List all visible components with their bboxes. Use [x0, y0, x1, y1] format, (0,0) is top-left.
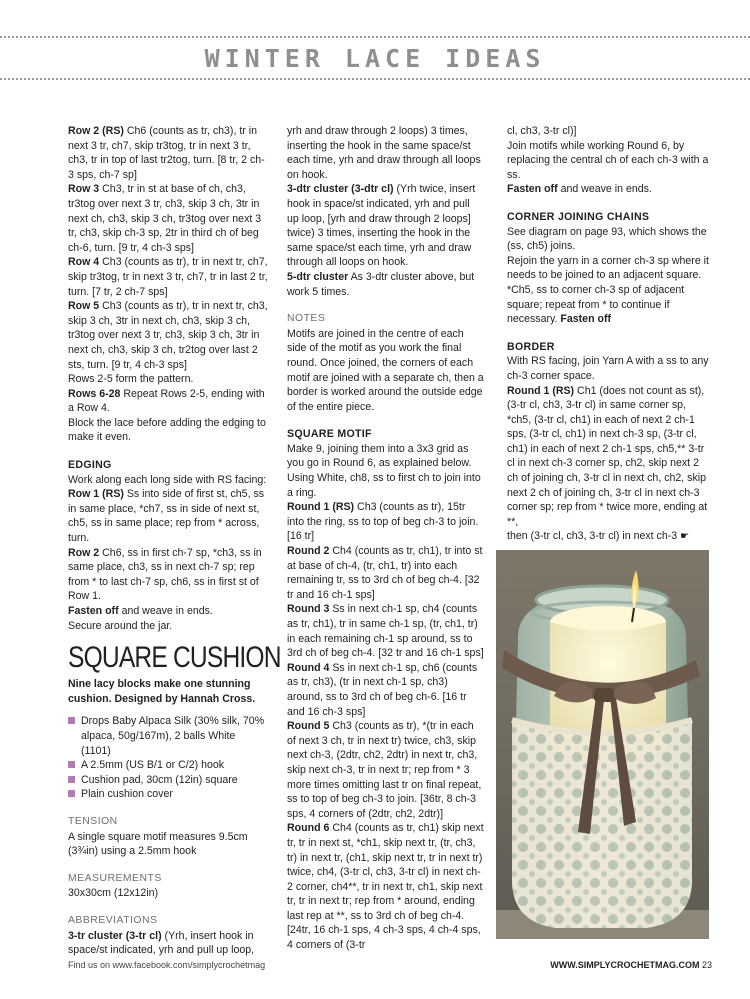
border-round-1: [507, 384, 712, 530]
edging-row-1: [68, 487, 268, 545]
square-bullet-icon: [68, 790, 75, 797]
motif-round-text: Ch3 (counts as tr), *(tr in each of next 3 ch, tr in next tr) twice, ch3, skip next ch-3, (2dtr, ch2, 2dtr) in next tr, ch3, skip next ch-3, tr in next tr; rep from * 3 more times omitting last tr on final repeat, ss to top of beg ch-3 to join. [36tr, 8 ch-3 sps, 4 corners of (2dtr, ch2, 2dtr)]: [287, 720, 482, 820]
footer-facebook: Find us on www.facebook.com/simplycrochetmag: [68, 960, 266, 970]
corner-text-1: See diagram on page 93, which shows the (ss, ch5) joins.: [507, 225, 707, 253]
pattern-row-label: Row 2 (RS): [68, 125, 124, 137]
pattern-row-text: Ch6 (counts as tr, ch3), tr in next 3 tr, ch7, skip tr3tog, tr in next 3 tr, ch3, tr in top of last tr2tog, turn. [8 tr, 2 ch-3 sps, ch-7 sp]: [68, 125, 265, 181]
pattern-row-text: Ch3 (counts as tr), tr in next tr, ch3, skip 3 ch, 3tr in next ch, ch3, skip 3 ch, tr3tog over next 3 tr, ch3, skip 3 ch, 3tr in next ch, ch3, skip 3 ch, tr2tog over last 2 sts, turn. [9 tr, 4 ch-3 sps]: [68, 300, 268, 371]
header-top-rule: [0, 36, 750, 38]
abbreviations-heading: ABBREVIATIONS: [68, 914, 158, 926]
square-motif-heading: SQUARE MOTIF: [287, 428, 372, 441]
material-item: [68, 773, 268, 788]
material-text: Plain cushion cover: [81, 788, 173, 801]
measurements-text: 30x30cm (12x12in): [68, 887, 159, 900]
abbrev-5dtr-term: 5-dtr cluster: [287, 270, 349, 283]
edging-row-text: Secure around the jar.: [68, 619, 173, 632]
square-bullet-icon: [68, 717, 75, 724]
abbrev-dtr-term: 3-dtr cluster (3-dtr cl): [287, 183, 394, 196]
motif-round-text: Ss in next ch-1 sp, ch4 (counts as tr, ch1), tr in same ch-1 sp, (tr, ch1, tr) in each remaining ch-1 sp around, ss to 3rd ch of beg ch-4. [32 tr and 16 ch-1 sps]: [287, 603, 484, 660]
fasten-off-term: Fasten off: [507, 183, 558, 196]
candle-jar-photo: [496, 550, 709, 939]
material-item: [68, 758, 268, 773]
material-text: A 2.5mm (US B/1 or C/2) hook: [81, 759, 225, 772]
pattern-row-text: Ch3, tr in st at base of ch, ch3, tr3tog over next 3 tr, ch3, skip 3 ch, 3tr in next ch, ch3, skip 3 ch, tr3tog over next 3 tr, ch3, skip ch-3 sp, 2tr in third ch of beg ch-6, turn. [9 tr, 4 ch-3 sps]: [68, 183, 262, 254]
pattern-row-label: Row 5: [68, 300, 100, 313]
motif-round-2: [287, 602, 484, 660]
motif-round-3: [287, 661, 484, 719]
motif-round-5: [287, 821, 484, 952]
edging-row-3: [68, 604, 268, 619]
project-lead: Nine lacy blocks make one stunning cushion. Designed by Hannah Cross.: [68, 678, 256, 705]
corner-joining-heading: CORNER JOINING CHAINS: [507, 210, 650, 223]
pattern-row-2: [68, 255, 268, 299]
square-bullet-icon: [68, 761, 75, 768]
motif-round-label: Round 4: [287, 661, 330, 674]
abbrev-dtr-cluster: [287, 182, 484, 270]
page-number: 23: [701, 960, 712, 970]
motif-round-label: Round 1 (RS): [287, 501, 355, 514]
edging-row-text: and weave in ends.: [118, 605, 213, 617]
motif-round-text: Ss in next ch-1 sp, ch6 (counts as tr, ch3), (tr in next ch-1 sp, ch3) around, ss to 3rd ch of beg ch-6. [16 tr and 16 ch-3 sps]: [287, 661, 478, 718]
edging-rows: [68, 473, 268, 634]
motif-round-text: Ch3 (counts as tr), 15tr into the ring, ss to top of beg ch-3 to join. [16 tr]: [287, 501, 479, 543]
notes-heading: NOTES: [287, 313, 326, 325]
pattern-row-text: Rows 2-5 form the pattern.: [68, 373, 194, 386]
pattern-row-text: Block the lace before adding the edging to make it even.: [68, 416, 266, 444]
join-text: Join motifs while working Round 6, by replacing the central ch of each ch-3 with a ss.: [507, 139, 709, 181]
pattern-row-label: Row 4: [68, 256, 100, 269]
fasten-off-line: [507, 182, 712, 197]
header-bottom-rule: [0, 78, 750, 80]
column-2: [287, 124, 484, 953]
motif-rounds: [287, 500, 484, 952]
border-intro: With RS facing, join Yarn A with a ss to any ch-3 corner space.: [507, 355, 709, 382]
edging-row-text: Work along each long side with RS facing:: [68, 473, 267, 486]
border-last-text: then (3-tr cl, ch3, 3-tr cl) in next ch-3: [507, 530, 678, 543]
abbrev-dtr-def: (Yrh twice, insert hook in space/st indicated, yrh and pull up loop, [yrh and draw through 2 loops] twice) 3 times, inserting the hook in the same space/st each time, yrh and draw through all loops on hook.: [287, 183, 476, 269]
abbrev-continued: yrh and draw through 2 loops) 3 times, inserting the hook in the same space/st each time, yrh and draw through all loops on hook.: [287, 125, 481, 181]
motif-round-0: [287, 500, 484, 544]
page-header-title: WINTER LACE IDEAS: [204, 44, 546, 73]
tension-heading: TENSION: [68, 815, 118, 827]
material-item: [68, 714, 268, 758]
edging-row-text: Ch6, ss in first ch-7 sp, *ch3, ss in same place, ch3, ss in next ch-7 sp; rep from * to last ch-7 sp, ch6, ss in first st of Row 1.: [68, 546, 262, 603]
corner-fasten-off: Fasten off: [560, 313, 612, 326]
pattern-row-label: Rows 6-28: [68, 387, 121, 400]
motif-round-label: Round 5: [287, 720, 330, 733]
edging-row-4: [68, 619, 268, 634]
abbrev-tr-cluster-term: 3-tr cluster (3-tr cl): [68, 929, 162, 942]
edging-row-label: Fasten off: [68, 605, 119, 617]
footer-url: WWW.SIMPLYCROCHETMAG.COM: [550, 960, 700, 970]
motif-round-label: Round 2: [287, 545, 330, 558]
pattern-row-3: [68, 299, 268, 372]
square-bullet-icon: [68, 776, 75, 783]
column-1: [68, 124, 281, 958]
edging-row-label: Row 1 (RS): [68, 488, 124, 501]
material-item: [68, 787, 268, 802]
candle-jar-illustration: [496, 550, 709, 939]
motif-round-1: [287, 544, 484, 602]
border-last-line: [507, 529, 712, 545]
border-round-1-label: Round 1 (RS): [507, 384, 575, 397]
material-text: Drops Baby Alpaca Silk (30% silk, 70% alpaca, 50g/167m), 2 balls White (1101): [81, 715, 265, 757]
pattern-row-6: [68, 416, 268, 445]
motif-round-label: Round 3: [287, 603, 330, 616]
motif-round-text: Ch4 (counts as tr, ch1), tr into st at base of ch-4, (tr, ch1, tr) into each remaining tr, ss to 3rd ch of beg ch-4. [32 tr and 16 ch-1 sps]: [287, 545, 483, 601]
pattern-row-4: [68, 372, 268, 387]
edging-row-label: Row 2: [68, 546, 100, 559]
abbrev-tr-cluster: [68, 929, 268, 958]
abbrev-tr-cluster-def: (Yrh, insert hook in space/st indicated, yrh and pull up loop,: [68, 929, 255, 957]
pattern-row-0: [68, 124, 268, 182]
pattern-row-5: [68, 387, 268, 416]
abbrev-5dtr-def: As 3-dtr cluster above, but work 5 times.: [287, 270, 475, 298]
notes-text: Motifs are joined in the centre of each side of the motif as you work the final round. Once joined, the corners of each motif are joined with a separate ch, then a border is worked around the outside edge of the entire piece.: [287, 327, 484, 413]
material-text: Cushion pad, 30cm (12in) square: [81, 773, 238, 786]
pattern-row-1: [68, 182, 268, 255]
edging-heading: EDGING: [68, 459, 112, 472]
motif-round-text: Ch4 (counts as tr, ch1) skip next tr, tr in next st, *ch1, skip next tr, (tr, ch3, tr) in next tr, (ch1, skip next tr, tr in next tr) twice, ch4, (3-tr cl, ch3, 3-tr cl) in next ch-2 corner, ch4**, tr in next tr, ch1, skip next tr, tr in next tr; rep from * around, ending last rep at **, ss to 3rd ch of beg ch-4. [24tr, 16 ch-1 sps, 4 ch-3 sps, 4 ch-4 sps, 4 corners of (3-tr: [287, 822, 484, 952]
corner-text-2-body: Rejoin the yarn in a corner ch-3 sp where it needs to be joined to an adjacent square. *Ch5, ss to corner ch-3 sp of adjacent square; repeat from * to continue if necessary.: [507, 254, 709, 326]
pattern-rows: [68, 124, 268, 445]
edging-row-0: [68, 473, 268, 488]
pattern-row-text: Ch3 (counts as tr), tr in next tr, ch7, skip tr3tog, tr in next 3 tr, ch7, tr in last 2 tr, turn. [7 tr, 2 ch-7 sps]: [68, 256, 268, 298]
pattern-row-text: Repeat Rows 2-5, ending with a Row 4.: [68, 387, 265, 415]
pattern-row-label: Row 3: [68, 183, 100, 196]
tension-text: A single square motif measures 9.5cm (3¾in) using a 2.5mm hook: [68, 830, 248, 858]
edging-row-2: [68, 546, 268, 604]
edging-row-text: Ss into side of first st, ch5, ss in same place, *ch7, ss in side of next st, ch5, ss in same place; rep from * across, turn.: [68, 488, 265, 545]
footer-website: [550, 960, 712, 970]
materials-list: [68, 714, 268, 802]
column-3: [507, 124, 712, 545]
project-title: SQUARE CUSHION: [68, 641, 281, 675]
round6-continued: cl, ch3, 3-tr cl)]: [507, 125, 577, 137]
continue-arrow-icon: ☛: [680, 531, 690, 543]
fasten-off-text: and weave in ends.: [557, 183, 652, 196]
motif-round-4: [287, 719, 484, 821]
border-round-1-text: Ch1 (does not count as st), (3-tr cl, ch3, 3-tr cl) in same corner sp, *ch5, (3-tr cl, ch1) in each of next 2 ch-1 sps, (3-tr cl, ch1) in next ch-3 sp, (3-tr cl, ch1) in each of next 2 ch-1 sps, ch5,** 3-tr cl in next ch-3 corner sp, ch2, skip next 2 ch of joining ch, 3-tr cl in next ch, ch2, skip next 2 ch of joining ch, 3-tr cl in next ch-3 corner sp; rep from * twice more, ending at **,: [507, 384, 708, 528]
measurements-heading: MEASUREMENTS: [68, 872, 162, 884]
square-motif-intro: Make 9, joining them into a 3x3 grid as you go in Round 6, as explained below. Using White, ch8, ss to first ch to join into a ring.: [287, 442, 481, 499]
corner-text-2: [507, 254, 712, 327]
motif-round-label: Round 6: [287, 822, 330, 835]
abbrev-5dtr-cluster: [287, 270, 484, 299]
border-heading: BORDER: [507, 340, 555, 353]
